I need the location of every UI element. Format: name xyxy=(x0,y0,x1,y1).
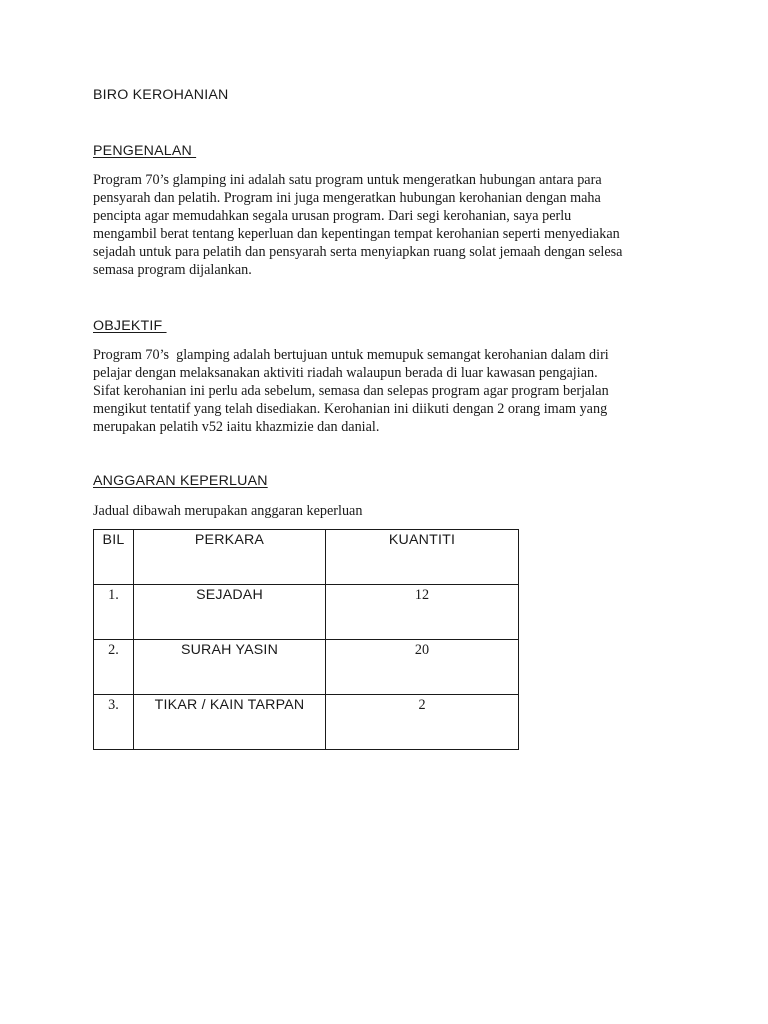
paragraph-line: pelajar dengan melaksanakan aktiviti riadah walaupun berada di luar kawasan pengajian. xyxy=(93,365,598,381)
paragraph-line: mengikut tentatif yang telah disediakan. Kerohanian ini diikuti dengan 2 orang imam yang xyxy=(93,401,608,417)
section-heading-objektif: OBJEKTIF xyxy=(93,318,167,334)
section-body-objektif xyxy=(93,346,609,436)
document-title: BIRO KEROHANIAN xyxy=(93,87,229,103)
table-row xyxy=(94,695,519,750)
section-body-pengenalan xyxy=(93,171,622,279)
paragraph-line: semasa program dijalankan. xyxy=(93,262,252,278)
item-quantity: 20 xyxy=(326,640,519,695)
section-heading-anggaran-keperluan: ANGGARAN KEPERLUAN xyxy=(93,473,268,489)
item-name: SEJADAH xyxy=(134,585,326,640)
item-name: TIKAR / KAIN TARPAN xyxy=(134,695,326,750)
section-heading-pengenalan: PENGENALAN xyxy=(93,143,197,159)
paragraph-line: Program 70’s glamping adalah bertujuan untuk memupuk semangat kerohanian dalam diri xyxy=(93,347,609,363)
paragraph-line: merupakan pelatih v52 iaitu khazmizie dan danial. xyxy=(93,419,380,435)
paragraph-line: pencipta agar memudahkan segala urusan program. Dari segi kerohanian, saya perlu xyxy=(93,208,572,224)
column-header-bil: BIL xyxy=(94,530,134,585)
table-row xyxy=(94,585,519,640)
requirements-table xyxy=(93,529,519,750)
paragraph-line: sejadah untuk para pelatih dan pensyarah serta menyiapkan ruang solat jemaah dengan selesa xyxy=(93,244,623,260)
table-row xyxy=(94,640,519,695)
item-quantity: 12 xyxy=(326,585,519,640)
column-header-perkara: PERKARA xyxy=(134,530,326,585)
item-quantity: 2 xyxy=(326,695,519,750)
paragraph-line: Sifat kerohanian ini perlu ada sebelum, semasa dan selepas program agar program berjalan xyxy=(93,383,609,399)
table-header-row xyxy=(94,530,519,585)
paragraph-line: Program 70’s glamping ini adalah satu program untuk mengeratkan hubungan antara para xyxy=(93,172,602,188)
column-header-kuantiti: KUANTITI xyxy=(326,530,519,585)
row-number: 3. xyxy=(94,695,134,750)
row-number: 1. xyxy=(94,585,134,640)
paragraph-line: mengambil berat tentang keperluan dan kepentingan tempat kerohanian seperti menyediakan xyxy=(93,226,620,242)
table-intro: Jadual dibawah merupakan anggaran keperluan xyxy=(93,503,363,519)
paragraph-line: pensyarah dan pelatih. Program ini juga mengeratkan hubungan kerohanian dengan maha xyxy=(93,190,601,206)
row-number: 2. xyxy=(94,640,134,695)
item-name: SURAH YASIN xyxy=(134,640,326,695)
